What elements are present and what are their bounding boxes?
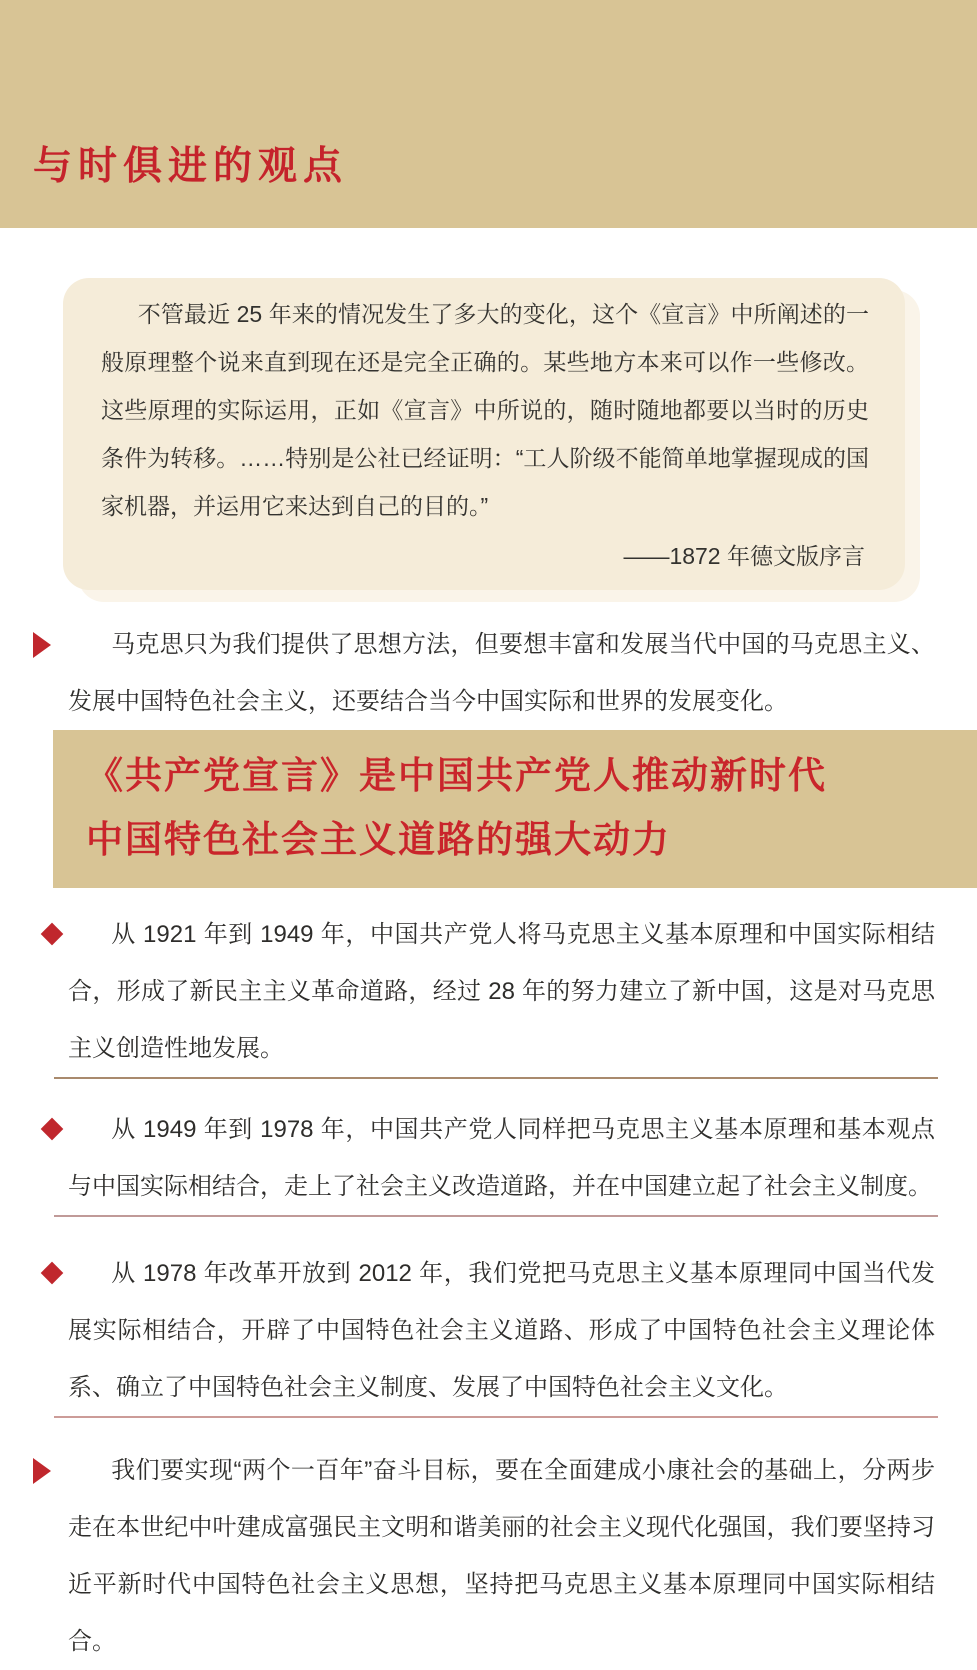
closing-paragraph-text: 我们要实现“两个一百年”奋斗目标，要在全面建成小康社会的基础上，分两步走在本世纪中叶建成富强民主文明和谐美丽的社会主义现代化强国，我们要坚持习近平新时代中国特色社会主义思想，坚持把马克思主义基本原理同中国实际相结合。: [68, 1457, 935, 1655]
triangle-bullet-icon: [33, 1458, 51, 1484]
diamond-bullet-icon: [41, 1262, 64, 1285]
bullet-section-3: [0, 1245, 977, 1416]
section-divider-2: [54, 1215, 938, 1217]
page-title: 与时俱进的观点: [33, 145, 349, 188]
quote-attribution: ——1872 年德文版序言: [623, 543, 865, 569]
section-heading-line-1: 《共产党宣言》是中国共产党人推动新时代: [86, 755, 827, 796]
diamond-bullet-icon: [41, 1118, 64, 1141]
section-divider-1: [54, 1077, 938, 1079]
intro-paragraph-text: 马克思只为我们提供了思想方法，但要想丰富和发展当代中国的马克思主义、发展中国特色社会主义，还要结合当今中国实际和世界的发展变化。: [68, 631, 935, 715]
bullet-section-1: [0, 906, 977, 1077]
bullet-section-3-text: 从 1978 年改革开放到 2012 年，我们党把马克思主义基本原理同中国当代发展实际相结合，开辟了中国特色社会主义道路、形成了中国特色社会主义理论体系、确立了中国特色社会主义制度、发展了中国特色社会主义文化。: [68, 1260, 935, 1401]
intro-paragraph: [0, 616, 977, 730]
top-banner: [0, 0, 977, 228]
bullet-section-2-text: 从 1949 年到 1978 年，中国共产党人同样把马克思主义基本原理和基本观点与中国实际相结合，走上了社会主义改造道路，并在中国建立起了社会主义制度。: [68, 1116, 935, 1200]
closing-paragraph: [0, 1442, 977, 1670]
bullet-section-2: [0, 1101, 977, 1215]
quote-text: 不管最近 25 年来的情况发生了多大的变化，这个《宣言》中所阐述的一般原理整个说来直到现在还是完全正确的。某些地方本来可以作一些修改。这些原理的实际运用，正如《宣言》中所说的，随时随地都要以当时的历史条件为转移。……特别是公社已经证明：“工人阶级不能简单地掌握现成的国家机器，并运用它来达到自己的目的。”: [101, 301, 869, 519]
bullet-section-1-text: 从 1921 年到 1949 年，中国共产党人将马克思主义基本原理和中国实际相结合，形成了新民主主义革命道路，经过 28 年的努力建立了新中国，这是对马克思主义创造性地发展。: [68, 921, 935, 1062]
quote-card: [63, 278, 905, 590]
diamond-bullet-icon: [41, 923, 64, 946]
section-divider-3: [54, 1416, 938, 1418]
triangle-bullet-icon: [33, 632, 51, 658]
section-heading-line-2: 中国特色社会主义道路的强大动力: [86, 819, 671, 860]
section-heading: [86, 744, 957, 872]
section-heading-banner: [53, 730, 977, 888]
